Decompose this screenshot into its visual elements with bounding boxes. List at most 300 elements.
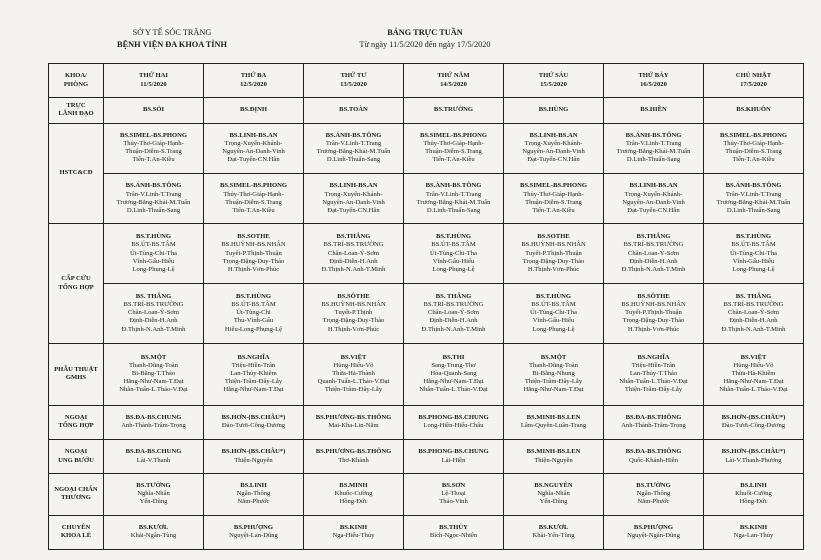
duty-staff: H.Thịnh-Vơn-Phúc [227,266,280,274]
duty-cell [304,405,404,439]
duty-staff: Hằng-Như-Nam-T.Đạt [723,378,784,386]
duty-staff: H.Thịnh-Vơn-Phúc [527,266,580,274]
duty-lead: BS.T.HÙNG [435,233,472,241]
duty-lead: BS.MỘT [540,353,567,361]
duty-lead: BS.TƯỜNG [136,482,171,490]
duty-staff: Lài-Hiền [441,456,466,464]
duty-staff: Khuốt-Cường [735,490,772,498]
duty-lead: BS.VIỆT [740,353,767,361]
dept-label-line: CẤP CỨU [61,275,91,283]
duty-staff: Định-Diễn-H.Anh [729,317,778,325]
duty-cell [704,284,804,344]
dept-label-line: PHẪU THUẬT [54,365,98,373]
duty-staff: Tuyết-P.Thịnh-Thuận [525,249,582,257]
duty-staff: Thuận-Diễm-S.Trang [725,148,782,156]
duty-lead: BS.ĐA-BS.CHUNG [125,448,182,456]
duty-staff: Chân-Loan-Ý-Sơm [727,309,780,317]
day-date: 15/5/2020 [540,80,567,88]
table-row [49,123,804,173]
duty-cell [504,123,604,173]
dept-label [49,224,104,343]
duty-lead: BS.ÁNH-BS.TÔNG [725,182,782,190]
duty-lead: BS.ÁNH-BS.TÔNG [425,182,482,190]
day-date: 14/5/2020 [440,80,467,88]
duty-staff: Thuận-Diễm-S.Trang [125,148,182,156]
duty-staff: Thuận-Diễm-S.Trang [225,198,282,206]
day-header [504,64,604,98]
dept-label-line: NGOẠI [64,448,88,456]
duty-cell [504,284,604,344]
duty-cell [104,439,204,473]
duty-cell [104,343,204,405]
duty-staff: Thiện-Trâm-Đây-Lẫy [524,378,583,386]
duty-cell [304,224,404,284]
duty-staff: Hòa-Quanh-Sang [430,369,477,377]
duty-cell [104,405,204,439]
duty-cell [204,224,304,284]
dept-label-line: NGOẠI CHẤN [54,486,98,494]
duty-staff: Trọng-Xuyến-Khánh- [224,140,283,148]
duty-staff: Út-Tùng-Chi-Tha [730,249,777,257]
duty-staff: Đ.Thịnh-N.Anh-T.Minh [121,325,186,333]
duty-cell: BS.HIỀN [604,98,704,123]
duty-lead: BS.MỘT [140,353,167,361]
duty-cell [104,284,204,344]
duty-staff: Thủy-Thơ-Giáp-Hạnh- [223,190,284,198]
day-date: 11/5/2020 [140,80,167,88]
duty-lead: BS.ĐA-BS.THÔNG [625,413,682,421]
dept-header-line: PHÒNG [63,80,89,88]
duty-staff: BS.HUỲNH-BS.NHÂN [321,301,386,308]
duty-lead: BS. THẮNG [735,292,772,300]
duty-cell [704,405,804,439]
duty-staff: Chân-Loan-Ý-Sơm [627,249,680,257]
duty-lead: BS.SƠN [441,482,466,490]
duty-cell: BS.SỎI [104,98,204,123]
duty-lead: BS.SOTHE [537,233,570,241]
duty-staff: Tiến-T.An-Kiều [532,206,575,214]
duty-lead: BS.PHƯỢNG [233,524,274,532]
duty-staff: Long-Phụng-Lệ [132,266,175,274]
duty-lead: BS.HƠN-(BS.CHÂU*) [221,448,286,456]
duty-staff: Thiện-Nguyên [534,456,573,464]
duty-staff: BS.TRÍ-BS.TRƯỜNG [123,301,184,308]
duty-staff: Quanh-Tuấn-L.Thảo-V.Đạt [317,378,390,386]
dept-label-line: CHUYÊN [61,524,91,532]
duty-lead: BS.HƠN-(BS.CHÂU*) [221,413,286,421]
duty-staff: Anh-Thành-Trâm-Trọng [121,422,186,430]
duty-staff: Chân-Loan-Ý-Sơm [327,249,380,257]
duty-cell [304,343,404,405]
duty-lead: BS.ÁNH-BS.TÔNG [325,131,382,139]
duty-cell [104,474,204,515]
duty-staff: Đạt-Tuyến-CN.Hân [227,156,280,164]
dept-header-line: KHOA/ [65,72,87,80]
duty-cell [204,439,304,473]
duty-cell [604,224,704,284]
dept-label [49,439,104,473]
duty-staff: BS.HUỲNH-BS.NHÂN [521,241,586,249]
duty-staff: Quốc-Khánh-Hiền [628,456,679,464]
duty-staff: Nguyệt-Ngân-Dũng [627,532,680,540]
duty-staff: Lan-Thủy-T.Thảo [629,369,678,377]
duty-staff: D.Linh-Thuấn-Sang [426,206,481,214]
duty-staff: Trọng-Đặng-Duy-Thảo [522,257,585,265]
duty-lead: BS.MINH-BS.LEN [526,413,581,421]
duty-cell [104,123,204,173]
day-header [704,64,804,98]
duty-staff: Thiện-Trâm-Đây-Lẫy [224,378,283,386]
duty-cell [504,474,604,515]
duty-cell: BS.TRƯỜNG [404,98,504,123]
duty-staff: Đạt-Tuyến-CN.Hân [327,206,380,214]
duty-cell: BS.KHUÔN [704,98,804,123]
duty-cell [204,284,304,344]
duty-staff: BS.ÚT-BS.TÂM [531,301,576,308]
duty-staff: Trọng-Đặng-Duy-Thảo [622,317,685,325]
duty-staff: Thừa-Hà-Khiêm [731,369,776,377]
duty-staff: Thiện-Trâm-Đây-Lẫy [624,386,683,394]
duty-staff: Định-Diễn-H.Anh [629,257,678,265]
duty-staff: Nga-Lan-Thủy [733,532,774,540]
duty-staff: Út-Tùng-Chi [236,309,271,317]
duty-staff: Long-Phụng-Lệ [532,325,575,333]
duty-lead: BS.LINH-BS.AN [329,182,378,190]
duty-staff: Thuận-Diễm-S.Trang [525,198,582,206]
duty-lead: BS. THẮNG [135,292,172,300]
duty-staff: Sang-Trung-Thơ [431,361,476,369]
table-row [49,174,804,224]
duty-staff: Định-Diễn-H.Anh [429,317,478,325]
duty-staff: Nhân-Tuấn-L.Thảo-V.Đạt [419,386,488,394]
duty-staff: Trân-V.Linh-T.Trang [725,190,782,198]
dept-label-line: HSTC&CĐ [59,169,93,177]
duty-staff: Út-Tùng-Chi-Tha [430,249,477,257]
duty-lead: BS.VIỆT [340,353,367,361]
duty-cell [304,174,404,224]
duty-cell [504,224,604,284]
duty-cell [604,343,704,405]
duty-lead: BS.ĐA-BS.THÔNG [625,448,682,456]
duty-staff: Nguyên-An-Danh-Vinh [322,198,385,206]
duty-staff: Đ.Thịnh-N.Anh-T.Minh [421,325,486,333]
duty-roster-table [48,63,804,550]
duty-staff: Tiến-T.An-Kiều [132,156,175,164]
day-header [104,64,204,98]
duty-staff: Nguyệt-Lan-Dũng [229,532,278,540]
dept-label-line: LÃNH ĐẠO [58,110,94,118]
table-row [49,439,804,473]
dept-label-line: TỔNG HỢP [58,283,94,291]
duty-cell [704,123,804,173]
table-row [49,98,804,123]
duty-staff: Thanh-Dũng-Toàn [129,361,178,369]
duty-cell [404,174,504,224]
duty-cell [404,439,504,473]
duty-lead: BS. THẮNG [435,292,472,300]
duty-staff: Đ.Thịnh-N.Anh-T.Minh [721,325,786,333]
duty-cell [604,123,704,173]
day-name: THỨ NĂM [437,72,470,80]
duty-cell [304,439,404,473]
duty-cell [204,343,304,405]
day-name: THỨ BẢY [638,72,669,80]
duty-staff: D.Linh-Thuấn-Sang [626,156,681,164]
duty-lead: BS.NGHĨA [237,353,270,361]
duty-staff: Trân-V.Linh-T.Trang [325,140,382,148]
duty-lead: BS.T.HÙNG [135,233,172,241]
duty-staff: BS.HUỲNH-BS.NHÂN [221,241,286,249]
duty-cell [604,515,704,550]
duty-staff: Thuận-Diễm-S.Trang [425,148,482,156]
dept-label [49,405,104,439]
duty-staff: BS.HUỲNH-BS.NHÂN [621,301,686,308]
duty-lead: BS.PHƯỢNG [633,524,674,532]
duty-staff: BS.TRÍ-BS.TRƯỜNG [723,301,784,308]
duty-cell [604,284,704,344]
duty-staff: Trân-V.Linh-T.Trang [425,190,482,198]
duty-staff: Thủy-Thơ-Giáp-Hạnh- [423,140,484,148]
duty-lead: BS.KINH [339,524,368,532]
duty-staff: Yến-Dũng [139,498,168,506]
table-row [49,405,804,439]
duty-staff: Trương-Bằng-Khải-M.Tuấn [616,148,691,156]
duty-staff: Lâm-Quyên-Luân-Trang [520,422,587,430]
duty-staff: BS.ÚT-BS.TÂM [231,301,276,308]
duty-cell [404,123,504,173]
duty-staff: Hằng-Như-Nam-T.Đạt [523,386,584,394]
duty-staff: Chân-Loan-Ý-Sơm [127,309,180,317]
day-header [204,64,304,98]
duty-lead: BS.LINH-BS.AN [229,131,278,139]
dept-label-line: KHOA LẺ [60,532,92,540]
dept-header [49,64,104,98]
duty-staff: H.Thịnh-Vơn-Phúc [327,325,380,333]
header-left [92,27,252,51]
duty-staff: Hằng-Như-Nam-T.Đạt [123,378,184,386]
duty-staff: Mai-Kha-Lin-Năm [328,422,379,430]
duty-lead: BS.THỦY [439,524,468,532]
duty-cell [204,474,304,515]
duty-cell [704,439,804,473]
duty-staff: BS.ÚT-BS.TÂM [431,241,476,249]
duty-staff: Trân-V.Linh-T.Trang [625,140,682,148]
table-row [49,224,804,284]
duty-staff: Nghĩa-Nhân [537,490,570,498]
duty-staff: Lệ-Thoại [441,490,466,498]
duty-staff: Đào-Tươi-Công-Dương [221,422,286,430]
duty-lead: BS.THẮNG [636,233,671,241]
duty-staff: Trương-Bằng-Khải-M.Tuấn [716,198,791,206]
date-range: Từ ngày 11/5/2020 đến ngày 17/5/2020 [359,40,491,49]
duty-staff: Trọng-Xuyến-Khánh- [324,190,383,198]
duty-staff: Định-Diễn-H.Anh [129,317,178,325]
day-date: 17/5/2020 [740,80,767,88]
duty-lead: BS.LINH [740,482,767,490]
duty-cell [504,174,604,224]
duty-staff: Đ.Thịnh-N.Anh-T.Minh [321,266,386,274]
duty-staff: Trương-Bằng-Khải-M.Tuấn [316,148,391,156]
duty-cell [104,515,204,550]
table-row [49,343,804,405]
day-header [404,64,504,98]
duty-staff: Ngân-Thông [636,490,671,498]
duty-staff: D.Linh-Thuấn-Sang [726,206,781,214]
duty-staff: Long-Hiền-Hiếu-Châu [423,422,484,430]
duty-lead: BS.PHƯƠNG-BS.THÔNG [315,448,392,456]
duty-staff: Tiến-T.An-Kiều [432,156,475,164]
table-row [49,515,804,550]
duty-cell: BS.TOÀN [304,98,404,123]
dept-label [49,123,104,224]
duty-staff: Long-Phụng-Lệ [732,266,775,274]
duty-staff: D.Linh-Thuấn-Sang [326,156,381,164]
duty-cell [104,224,204,284]
duty-cell [204,405,304,439]
duty-staff: Út-Tùng-Chi-Tha [530,309,577,317]
duty-lead: BS.NGUYÊN [534,482,573,490]
duty-staff: Vĩnh-Gấu-Hiếu [132,257,175,265]
day-header [604,64,704,98]
duty-cell [504,343,604,405]
duty-cell: BS.HÙNG [504,98,604,123]
duty-staff: Bích-Ngọc-Nhiên [429,532,478,540]
duty-cell [504,439,604,473]
duty-cell [404,515,504,550]
duty-staff: Nhân-Tuấn-L.Thảo-V.Đạt [619,378,688,386]
duty-staff: BS.ÚT-BS.TÂM [731,241,776,249]
duty-cell [104,174,204,224]
dept-label-line: NGOẠI [64,413,88,421]
duty-staff: Trọng-Xuyến-Khánh- [624,190,683,198]
duty-staff: Đ.Thịnh-N.Anh-T.Minh [621,266,686,274]
duty-lead: BS.SIMEL-BS.PHONG [419,131,488,139]
duty-cell [404,474,504,515]
duty-cell [404,284,504,344]
duty-cell [404,343,504,405]
duty-lead: BS.T.HÙNG [535,292,572,300]
duty-staff: Trương-Bằng-Khải-M.Tuấn [116,198,191,206]
dept-label [49,515,104,550]
duty-lead: BS.SIMEL-BS.PHONG [519,182,588,190]
dept-label [49,343,104,405]
duty-lead: BS.MINH-BS.LEN [526,448,581,456]
duty-lead: BS.KINH [739,524,768,532]
day-date: 16/5/2020 [640,80,667,88]
dept-label-line: GMHS [65,374,87,382]
duty-staff: Ngân-Thông [236,490,271,498]
duty-cell [404,224,504,284]
table-row [49,474,804,515]
duty-staff: Vĩnh-Gấu-Hiếu [432,257,475,265]
table-row [49,284,804,344]
day-name: CHỦ NHẬT [735,72,772,80]
duty-lead: BS.LINH-BS.AN [529,131,578,139]
duty-staff: Nghĩa-Nhân [137,490,170,498]
duty-staff: Hùng-Hiếu-Võ [733,361,774,369]
duty-staff: Trương-Bằng-Khải-M.Tuấn [416,198,491,206]
duty-lead: BS.SIMEL-BS.PHONG [119,131,188,139]
duty-staff: Thừa-Hà-Thành [332,369,375,377]
duty-staff: Trọng-Đặng-Duy-Thảo [322,317,385,325]
duty-cell [704,224,804,284]
duty-lead: BS.T.HÙNG [235,292,272,300]
duty-cell: BS.ĐỊNH [204,98,304,123]
duty-staff: Thơ-Khánh [338,456,369,464]
duty-staff: Thanh-Dũng-Toàn [529,361,578,369]
duty-staff: Đào-Tươi-Công-Dương [721,422,786,430]
duty-staff: Khải-Ngân-Tùng [130,532,177,540]
duty-lead: BS.T.HÙNG [735,233,772,241]
duty-staff: Lài-V.Thanh-Phương [725,456,782,464]
duty-staff: Nguyên-An-Danh-Vinh [622,198,685,206]
duty-lead: BS.NGHĨA [637,353,670,361]
duty-lead: BS.SOTHE [237,233,270,241]
day-name: THỨ TƯ [340,72,367,80]
duty-staff: Thủy-Thơ-Giáp-Hạnh- [523,190,584,198]
duty-lead: BS.THI [442,353,465,361]
duty-staff: Anh-Thành-Trâm-Trọng [621,422,686,430]
duty-cell [304,123,404,173]
duty-staff: BS.ÚT-BS.TÂM [131,241,176,249]
duty-staff: Chân-Loan-Ý-Sơm [427,309,480,317]
duty-lead: BS.ÁNH-BS.TÔNG [625,131,682,139]
duty-staff: Hùng-Hiếu-Võ [333,361,374,369]
duty-cell [204,174,304,224]
day-name: THỨ HAI [139,72,168,80]
department-name: SỞ Y TẾ SÓC TRĂNG [132,28,212,37]
duty-staff: Út-Tùng-Chi-Tha [130,249,177,257]
duty-cell [704,474,804,515]
duty-cell [304,284,404,344]
duty-staff: Bi-Bằng-T.Thảo [131,369,176,377]
duty-staff: Hồng-Đức [339,498,368,506]
duty-cell [704,515,804,550]
duty-lead: BS.PHONG-BS.CHUNG [418,448,489,456]
duty-lead: BS.PHONG-BS.CHUNG [418,413,489,421]
duty-staff: BS.TRÍ-BS.TRƯỜNG [323,241,384,249]
duty-lead: BS.ĐA-BS.CHUNG [125,413,182,421]
dept-label [49,98,104,123]
duty-staff: Thủy-Thơ-Giáp-Hạnh- [723,140,784,148]
duty-staff: Triệu-Hiền-Trân [231,361,276,369]
duty-lead: BS.KƯƠL [138,524,169,532]
duty-staff: Năm-Phước [237,498,270,506]
duty-staff: D.Linh-Thuấn-Sang [126,206,181,214]
duty-cell [604,439,704,473]
duty-lead: BS.TƯỜNG [636,482,671,490]
duty-staff: Khải-Yến-Tùng [532,532,575,540]
duty-lead: BS.HƠN-(BS.CHÂU*) [721,413,786,421]
duty-cell [404,405,504,439]
duty-staff: Khuốc-Cường [334,490,373,498]
duty-staff: Định-Diễn-H.Anh [329,257,378,265]
duty-cell [704,174,804,224]
duty-staff: Tiến-T.An-Kiều [732,156,775,164]
duty-cell [204,123,304,173]
dept-label-line: TỔNG HỢP [58,422,94,430]
duty-staff: Trọng-Đặng-Duy-Thảo [222,257,285,265]
duty-lead: BS.THẮNG [336,233,371,241]
duty-lead: BS.SIMEL-BS.PHONG [219,182,288,190]
duty-staff: Tuyết-P.Thịnh-Thuận [225,249,282,257]
duty-staff: Nguyên-An-Danh-Vinh [522,148,585,156]
duty-staff: Bi-Bằng-Nhung [532,369,575,377]
duty-staff: Vĩnh-Gấu-Hiếu [532,317,575,325]
hospital-name: BỆNH VIỆN ĐA KHOA TỈNH [117,40,227,49]
duty-lead: BS.PHƯƠNG-BS.THÔNG [315,413,392,421]
duty-staff: Nga-Hiếu-Thủy [332,532,375,540]
